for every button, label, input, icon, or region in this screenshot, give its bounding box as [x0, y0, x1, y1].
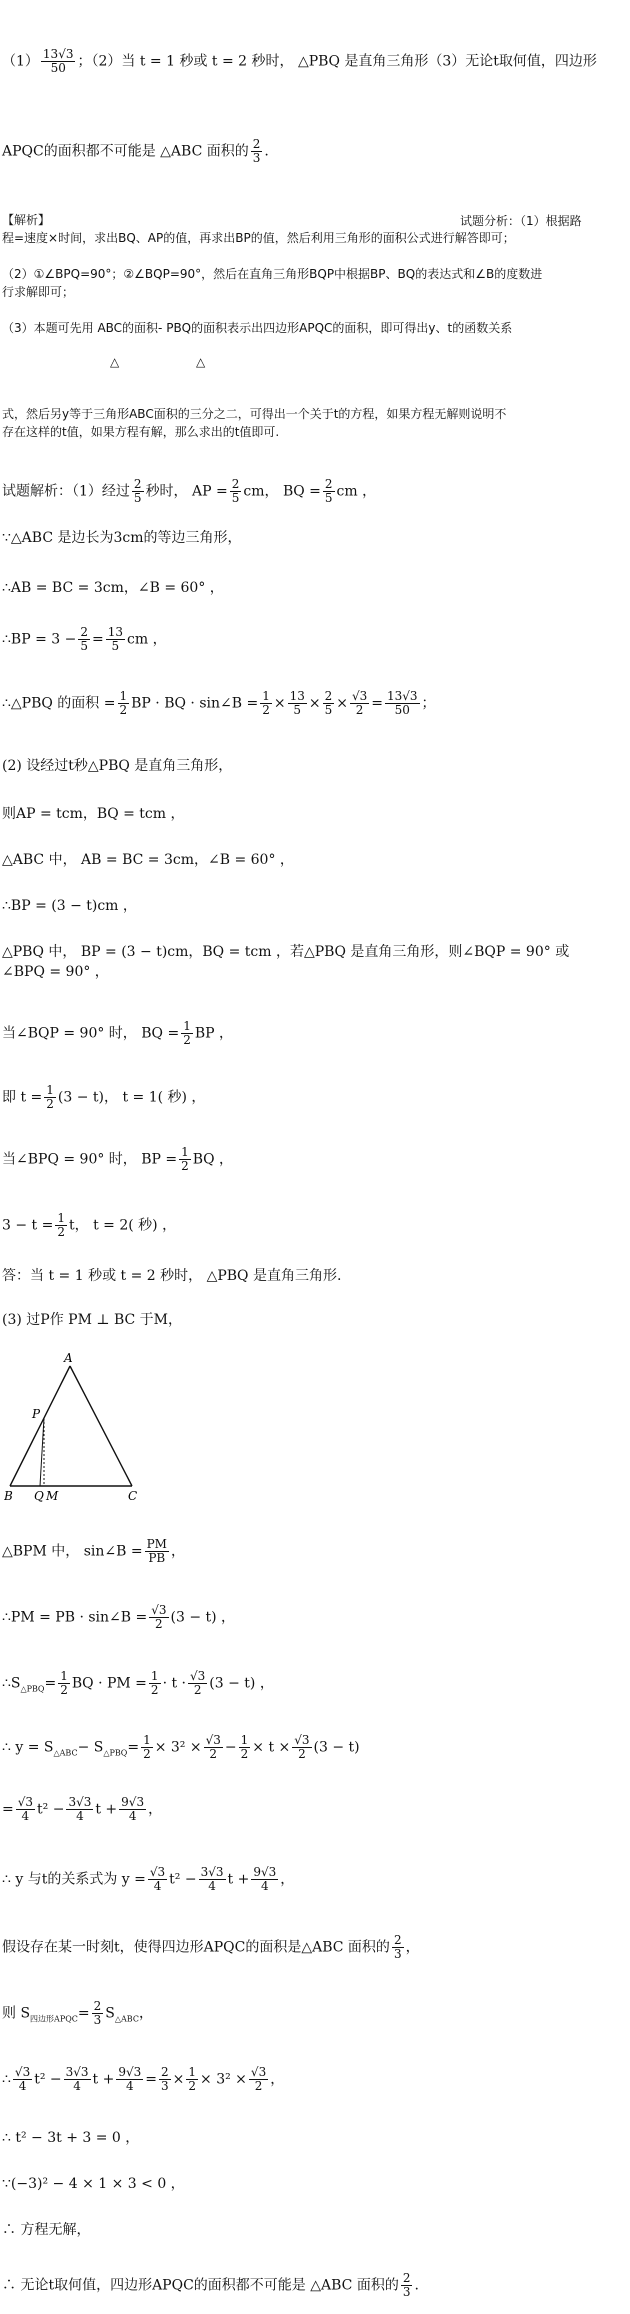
fraction: $\frac{√3}{2}$ [250, 2065, 267, 2093]
fraction: $\frac{3√3}{4}$ [200, 1865, 224, 1893]
triangle-figure [4, 1352, 144, 1502]
fraction: $\frac{3√3}{4}$ [65, 2065, 89, 2093]
fraction: $\frac{1}{2}$ [57, 1211, 65, 1239]
text: ； [421, 695, 436, 712]
analysis-paragraph: 存在这样的t值，如果方程有解，那么求出的t值即可. [2, 425, 280, 439]
subscript: △PBQ [103, 1748, 128, 1758]
solution-line: ∴BP = (3 − t)cm ， [2, 898, 137, 914]
text: × 3² × [154, 1739, 202, 1756]
solution-line [2, 1020, 626, 1047]
triangle-symbol: △ [110, 355, 120, 369]
solution-line: ∴ t² − 3t + 3 = 0 ， [2, 2130, 140, 2146]
subscript: △ABC [53, 1748, 78, 1758]
solution-line: ∠BPQ = 90° ， [2, 964, 109, 980]
text: t² − [34, 2071, 62, 2088]
text: ∴S [2, 1675, 21, 1692]
fraction: $\frac{13√3}{50}$ [42, 47, 74, 75]
text: − S [77, 1739, 104, 1756]
text: × [172, 2071, 185, 2088]
solution-line [2, 626, 626, 653]
fraction: $\frac{√3}{2}$ [190, 1669, 206, 1697]
triangle-symbol: △ [196, 355, 206, 369]
text: ∴ [2, 2071, 11, 2088]
fraction: $\frac{2}{5}$ [80, 625, 88, 653]
analysis-title: 【解析】 [2, 213, 51, 227]
solution-line [2, 1866, 626, 1893]
text: t² − [169, 1871, 197, 1888]
fraction: $\frac{9√3}{4}$ [121, 1795, 145, 1823]
fraction: $\frac{13√3}{50}$ [386, 689, 418, 717]
label-b: B [4, 1489, 13, 1502]
text: (3 − t)， t = 1( 秒) ， [57, 1089, 206, 1106]
text: × [273, 695, 286, 712]
fraction: $\frac{1}{2}$ [46, 1083, 54, 1111]
solution-line [2, 1146, 626, 1173]
fraction: $\frac{1}{2}$ [119, 689, 128, 717]
fraction: $\frac{13}{5}$ [107, 625, 123, 653]
text: △BPM 中， sin∠B = [2, 1543, 143, 1560]
fraction: $\frac{2}{5}$ [324, 689, 333, 717]
fraction: $\frac{√3}{4}$ [14, 2065, 31, 2093]
side-ac [70, 1366, 132, 1486]
solution-line: △PBQ 中， BP = (3 − t)cm，BQ = tcm ，若△PBQ 是直角三角形，则∠BQP = 90° 或 [2, 944, 570, 960]
label-a: A [64, 1352, 73, 1365]
text: 秒时， AP = [145, 483, 228, 500]
text: = [127, 1739, 140, 1756]
text: ∴ 无论t取何值，四边形APQC的面积都不可能是 △ABC 面积的 [2, 2277, 399, 2294]
fraction: $\frac{1}{2}$ [150, 1669, 159, 1697]
text: ∴ y = S [2, 1739, 54, 1756]
text: BQ ， [192, 1151, 234, 1168]
fraction: $\frac{√3}{2}$ [351, 689, 368, 717]
solution-line: ∴ 方程无解， [2, 2222, 91, 2238]
analysis-paragraph: 式，然后另y等于三角形ABC面积的三分之二，可得出一个关于t的方程，如果方程无解则说明不 [2, 407, 507, 421]
solution-line: 则AP = tcm，BQ = tcm ， [2, 806, 185, 822]
text: BQ · PM = [71, 1675, 147, 1692]
text: t + [227, 1871, 250, 1888]
text: × [336, 695, 348, 712]
text: t + [92, 2071, 115, 2088]
solution-line [2, 2272, 626, 2299]
text: BP ， [194, 1025, 234, 1042]
answer-text: APQC的面积都不可能是 △ABC 面积的 [2, 143, 249, 160]
solution-line: 答：当 t = 1 秒或 t = 2 秒时， △PBQ 是直角三角形. [2, 1268, 342, 1284]
text: cm ， [336, 483, 377, 500]
fraction: $\frac{1}{2}$ [60, 1669, 68, 1697]
fraction: $\frac{2}{3}$ [252, 137, 261, 165]
solution-line [2, 1796, 626, 1823]
answer-line-1 [2, 48, 626, 75]
solution-line [2, 1084, 626, 1111]
fraction: $\frac{2}{3}$ [402, 2271, 411, 2299]
text: ， [405, 1939, 420, 1956]
text: ∴ y 与t的关系式为 y = [2, 1871, 146, 1888]
fraction: $\frac{√3}{4}$ [149, 1865, 166, 1893]
label-p: P [32, 1407, 41, 1421]
text: = [371, 695, 383, 712]
solution-line [2, 1670, 626, 1697]
solution-line [2, 1538, 626, 1565]
subscript: 四边形APQC [30, 2014, 78, 2024]
text: = [44, 1675, 57, 1692]
text: 试题解析：（1）经过 [2, 483, 130, 500]
solution-line: (2) 设经过t秒△PBQ 是直角三角形， [2, 758, 233, 774]
fraction: $\frac{2}{3}$ [93, 1999, 102, 2027]
text: = [2, 1801, 14, 1818]
fraction: $\frac{PM}{PB}$ [146, 1537, 167, 1565]
label-c: C [128, 1489, 138, 1502]
solution-line [2, 478, 626, 505]
text: = [91, 631, 104, 648]
text: ， [138, 2005, 153, 2022]
fraction: $\frac{1}{2}$ [188, 2065, 197, 2093]
solution-line [2, 690, 626, 717]
subscript: △PBQ [20, 1684, 45, 1694]
text: = [145, 2071, 158, 2088]
fraction: $\frac{13}{5}$ [289, 689, 305, 717]
solution-line [2, 2066, 626, 2093]
text: 则 S [2, 2005, 31, 2022]
fraction: $\frac{2}{5}$ [231, 477, 240, 505]
text: ， [148, 1801, 163, 1818]
answer-line-2 [2, 138, 626, 165]
analysis-note: 试题分析：（1）根据路 [460, 214, 582, 228]
text: × t × [252, 1739, 291, 1756]
fraction: $\frac{1}{2}$ [262, 689, 270, 717]
solution-line [2, 1212, 626, 1239]
text: − [224, 1739, 237, 1756]
label-q: Q [34, 1489, 44, 1502]
solution-line [2, 2000, 626, 2027]
text: ∴△PBQ 的面积 = [2, 695, 116, 712]
text: cm， BQ = [243, 483, 321, 500]
text: 假设存在某一时刻t，使得四边形APQC的面积是△ABC 面积的 [2, 1939, 390, 1956]
text: × [308, 695, 321, 712]
text: · t · [162, 1675, 186, 1692]
text: (3 − t) ， [209, 1675, 274, 1692]
fraction: $\frac{3√3}{4}$ [68, 1795, 92, 1823]
text: 当∠BQP = 90° 时， BQ = [2, 1025, 180, 1042]
analysis-paragraph: （3）本题可先用 ABC的面积- PBQ的面积表示出四边形APQC的面积，即可得出y、t的函数关系 [2, 321, 513, 335]
answer-prefix: （1） [2, 53, 39, 70]
fraction: $\frac{9√3}{4}$ [253, 1865, 277, 1893]
analysis-paragraph: 行求解即可； [2, 285, 75, 299]
text: 即 t = [2, 1089, 43, 1106]
text: ， [170, 1543, 185, 1560]
fraction: $\frac{2}{3}$ [161, 2065, 169, 2093]
text: 3 − t = [2, 1217, 54, 1234]
side-ab [10, 1366, 70, 1486]
fraction: $\frac{1}{2}$ [183, 1019, 191, 1047]
answer-text: ；（2）当 t = 1 秒或 t = 2 秒时， △PBQ 是直角三角形（3）无论t取何值，四边形 [77, 53, 597, 70]
text: (3 − t) ， [170, 1609, 236, 1626]
solution-line: △ABC 中， AB = BC = 3cm，∠B = 60° ， [2, 852, 294, 868]
text: = [77, 2005, 90, 2022]
text: S [105, 2005, 115, 2022]
label-m: M [46, 1489, 59, 1502]
text: t + [95, 1801, 118, 1818]
fraction: $\frac{9√3}{4}$ [118, 2065, 142, 2093]
text: ， [270, 2071, 285, 2088]
solution-line: ∴AB = BC = 3cm，∠B = 60° ， [2, 580, 224, 596]
solution-line: ∵△ABC 是边长为3cm的等边三角形， [2, 530, 242, 546]
text: cm ， [127, 631, 167, 648]
fraction: $\frac{√3}{4}$ [17, 1795, 34, 1823]
fraction: $\frac{2}{5}$ [133, 477, 142, 505]
text: ∴BP = 3 − [2, 631, 77, 648]
text: 当∠BPQ = 90° 时， BP = [2, 1151, 178, 1168]
solution-line [2, 1734, 626, 1761]
fraction: $\frac{√3}{2}$ [294, 1733, 310, 1761]
fraction: $\frac{1}{2}$ [143, 1733, 151, 1761]
fraction: $\frac{√3}{2}$ [205, 1733, 221, 1761]
text: t² − [37, 1801, 65, 1818]
analysis-paragraph: （2）①∠BPQ=90°；②∠BQP=90°，然后在直角三角形BQP中根据BP、BQ的表达式和∠B的度数进 [2, 267, 543, 281]
fraction: $\frac{2}{5}$ [324, 477, 333, 505]
fraction: $\frac{2}{3}$ [393, 1933, 402, 1961]
text: × 3² × [200, 2071, 247, 2088]
segment-pq [40, 1418, 44, 1486]
text: t， t = 2( 秒) ， [69, 1217, 177, 1234]
fraction: $\frac{1}{2}$ [181, 1145, 189, 1173]
subscript: △ABC [114, 2014, 139, 2024]
answer-text: . [264, 143, 269, 160]
text: . [414, 2277, 419, 2294]
text: ∴PM = PB · sin∠B = [2, 1609, 148, 1626]
solution-line: ∵(−3)² − 4 × 1 × 3 < 0 ， [2, 2176, 185, 2192]
analysis-paragraph: 程=速度×时间，求出BQ、AP的值，再求出BP的值，然后利用三角形的面积公式进行解答即可； [2, 231, 515, 245]
solution-line: (3) 过P作 PM ⊥ BC 于M， [2, 1312, 183, 1328]
text: ， [280, 1871, 295, 1888]
fraction: $\frac{√3}{2}$ [151, 1603, 167, 1631]
solution-line [2, 1934, 626, 1961]
fraction: $\frac{1}{2}$ [240, 1733, 249, 1761]
solution-line [2, 1604, 626, 1631]
text: BP · BQ · sin∠B = [131, 695, 259, 712]
text: (3 − t) [313, 1739, 360, 1756]
